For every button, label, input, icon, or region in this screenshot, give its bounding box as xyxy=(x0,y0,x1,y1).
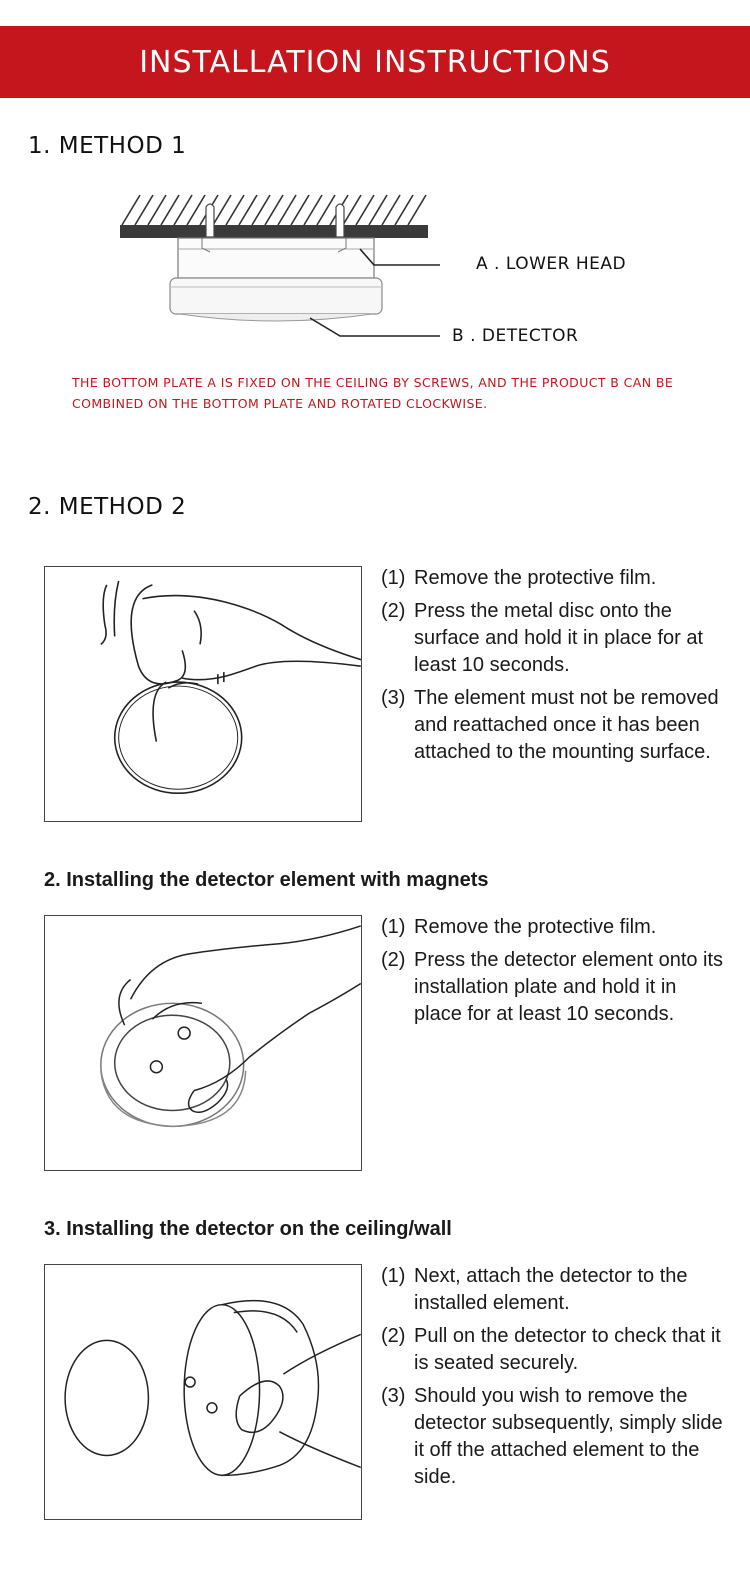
figure-detector-wall xyxy=(44,1264,362,1520)
title-banner xyxy=(0,26,750,98)
note-line: COMBINED ON THE BOTTOM PLATE AND ROTATED CLOCKWISE. xyxy=(72,396,488,411)
section-3-heading: 3. Installing the detector on the ceiling/wall xyxy=(44,1218,452,1240)
step-number: (3) xyxy=(381,1385,406,1407)
step-text: Remove the protective film. xyxy=(414,916,657,938)
step-text: The element must not be removed and reattached once it has been attached to the mounting surface. xyxy=(414,687,719,763)
hand-detector-illustration xyxy=(45,916,361,1170)
figure-hand-disc xyxy=(44,566,362,822)
step-text: Press the detector element onto its installation plate and hold it in place for at least 10 seconds. xyxy=(414,949,724,1025)
list-item xyxy=(381,1323,726,1377)
list-item xyxy=(381,685,726,766)
step-number: (1) xyxy=(381,916,406,938)
step-number: (2) xyxy=(381,1325,406,1347)
step-text: Press the metal disc onto the surface and hold it in place for at least 10 seconds. xyxy=(414,600,704,676)
step-number: (1) xyxy=(381,567,406,589)
figure-hand-detector xyxy=(44,915,362,1171)
section-1-steps xyxy=(381,565,726,772)
note-line: THE BOTTOM PLATE A IS FIXED ON THE CEILING BY SCREWS, AND THE PRODUCT B CAN BE xyxy=(72,375,674,390)
step-text: Pull on the detector to check that it is seated securely. xyxy=(414,1325,721,1374)
detector-wall-illustration xyxy=(45,1265,361,1519)
step-text: Remove the protective film. xyxy=(414,567,657,589)
step-number: (2) xyxy=(381,600,406,622)
list-item xyxy=(381,565,726,592)
step-number: (3) xyxy=(381,687,406,709)
step-text: Next, attach the detector to the installed element. xyxy=(414,1265,688,1314)
list-item xyxy=(381,598,726,679)
method-1-heading: 1. METHOD 1 xyxy=(28,133,187,159)
step-number: (1) xyxy=(381,1265,406,1287)
step-number: (2) xyxy=(381,949,406,971)
hand-disc-illustration xyxy=(45,567,361,821)
list-item xyxy=(381,1263,726,1317)
page-title: INSTALLATION INSTRUCTIONS xyxy=(139,44,611,80)
section-2-steps xyxy=(381,914,726,1034)
step-text: Should you wish to remove the detector subsequently, simply slide it off the attached element to the side. xyxy=(414,1385,723,1488)
method-1-note xyxy=(72,372,692,414)
label-detector: B . DETECTOR xyxy=(452,326,579,346)
list-item xyxy=(381,1383,726,1491)
ceiling-mount-diagram xyxy=(110,185,440,345)
list-item xyxy=(381,947,726,1028)
method-2-heading: 2. METHOD 2 xyxy=(28,494,187,520)
label-lower-head: A . LOWER HEAD xyxy=(476,254,627,274)
section-3-steps xyxy=(381,1263,726,1497)
list-item xyxy=(381,914,726,941)
section-2-heading: 2. Installing the detector element with magnets xyxy=(44,869,489,891)
